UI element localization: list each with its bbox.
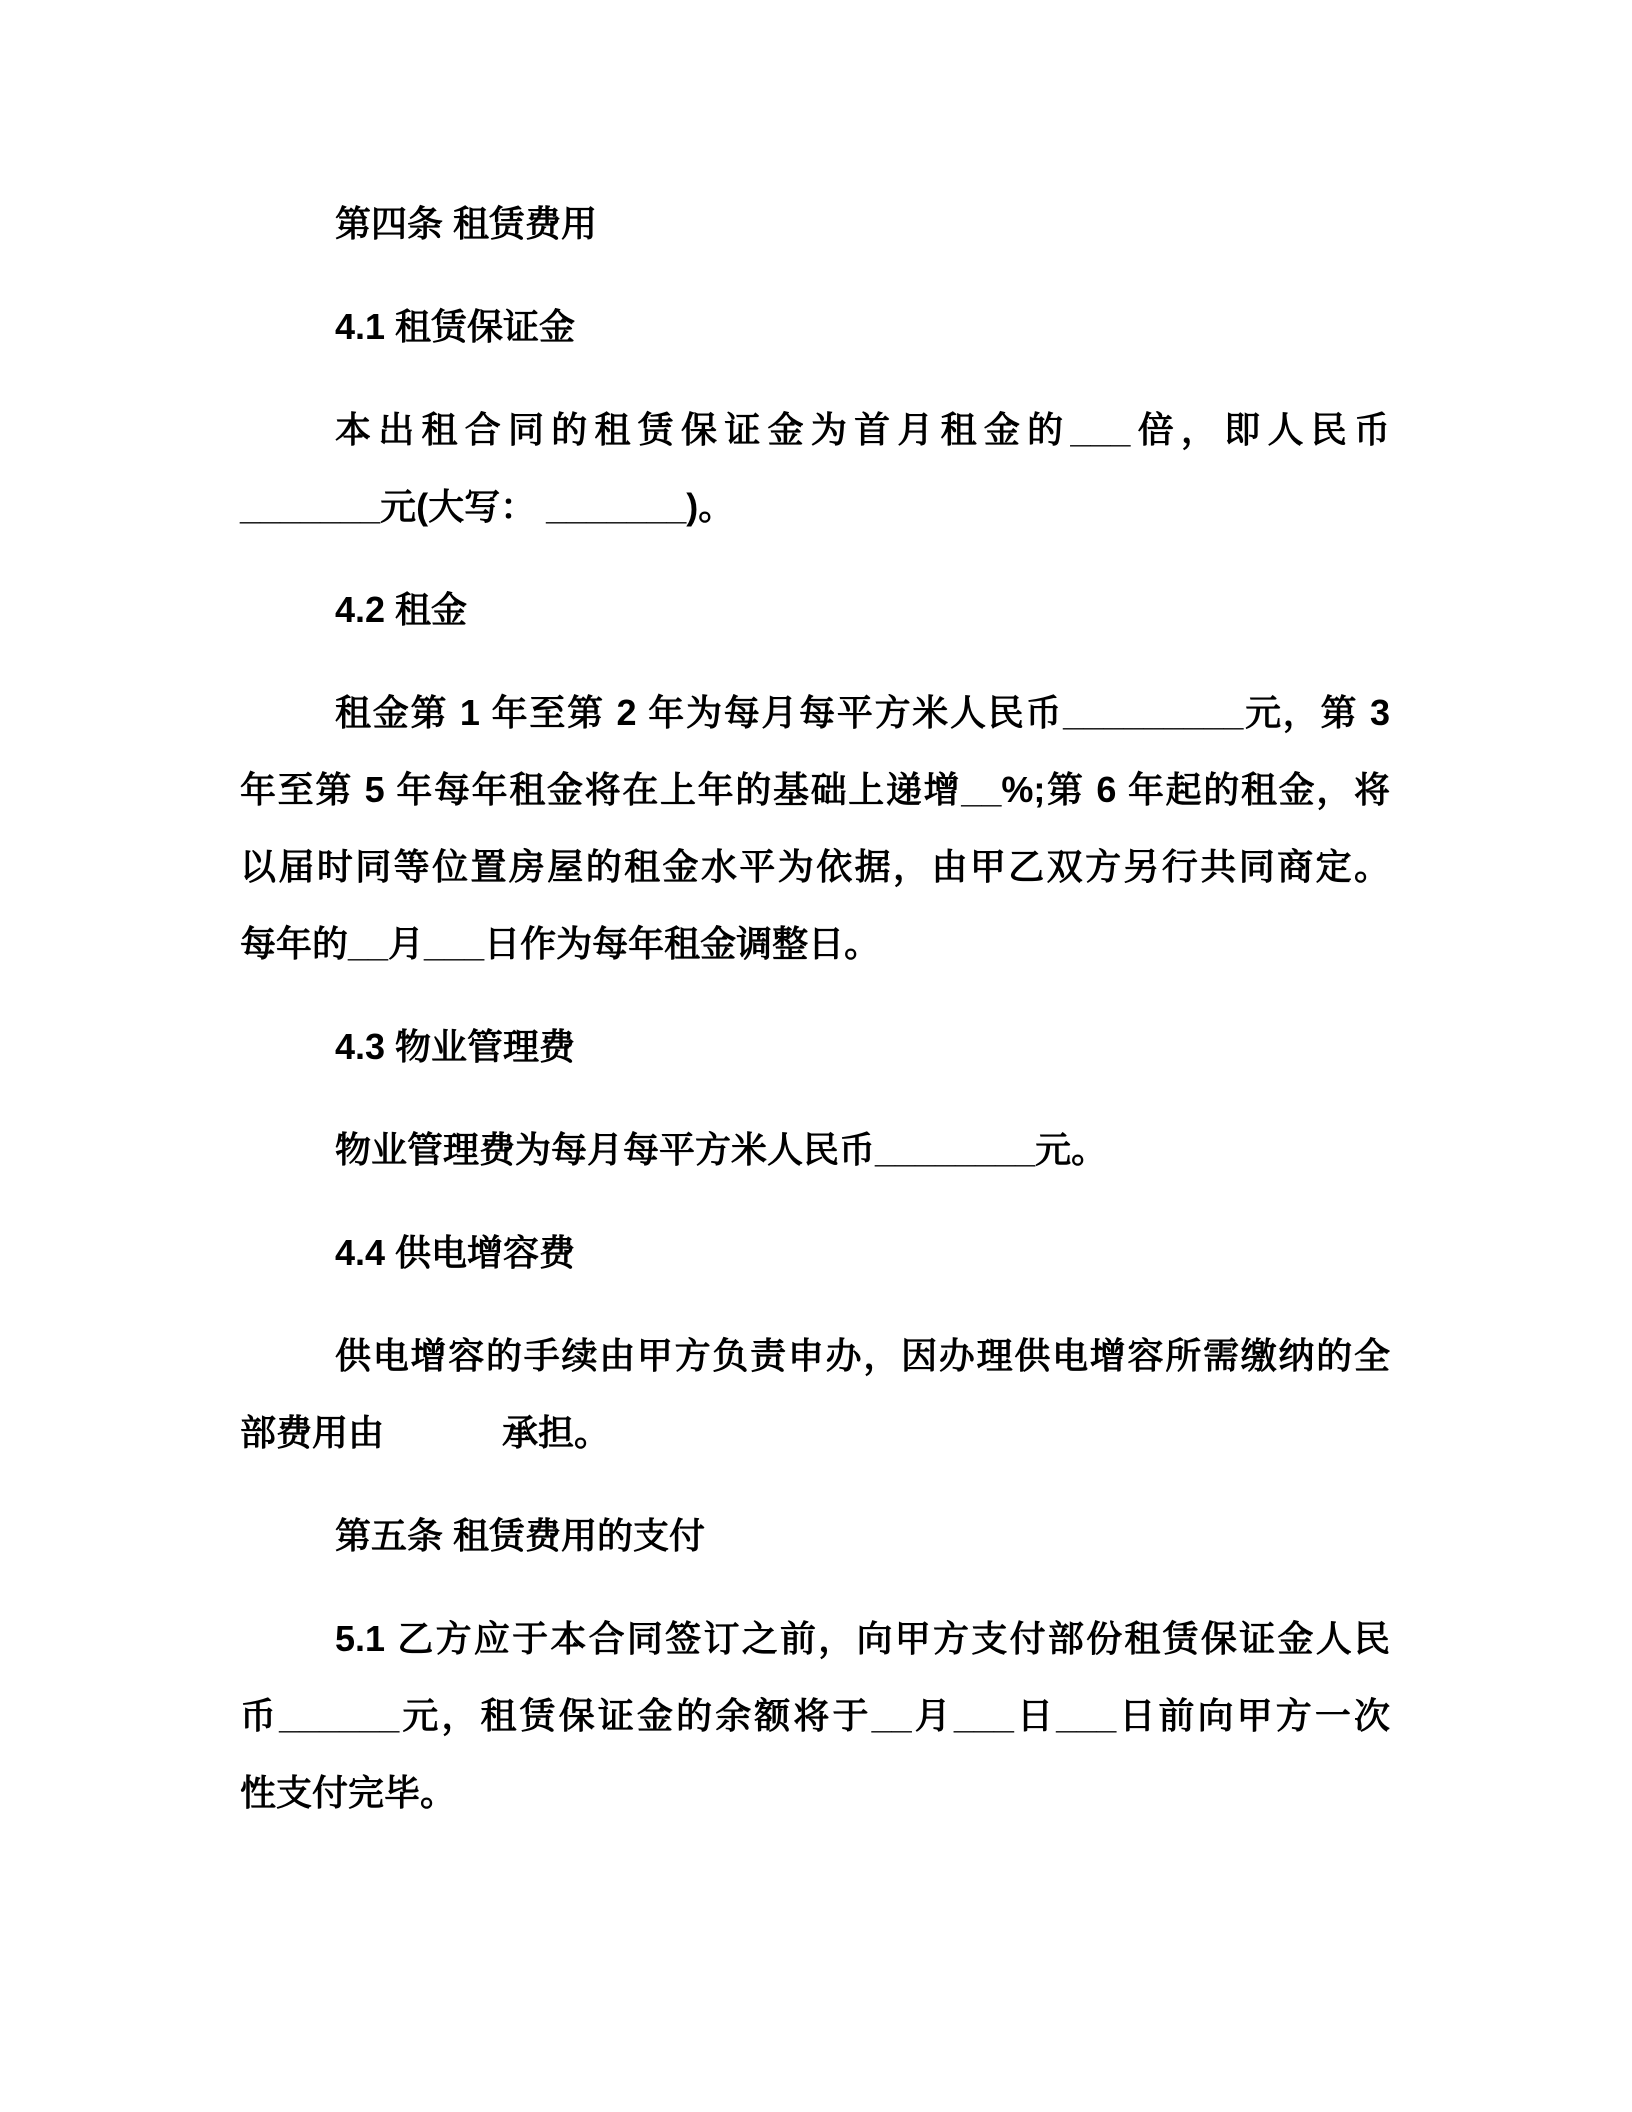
clause-4-2-body — [240, 674, 1390, 982]
body-text-line: 以届时同等位置房屋的租金水平为依据，由甲乙双方另行共同商定。 — [240, 846, 1390, 887]
heading-line: 4.2 租金 — [335, 589, 468, 630]
body-text-line: 币______元，租赁保证金的余额将于__月___日___日前向甲方一次 — [240, 1695, 1390, 1736]
body-text-line: 性支付完毕。 — [240, 1772, 457, 1813]
clause-4-4-heading — [240, 1214, 1390, 1291]
clause-4-4-body — [240, 1317, 1390, 1471]
heading-line: 4.1 租赁保证金 — [335, 306, 576, 347]
body-text-line: 本出租合同的租赁保证金为首月租金的___倍，即人民币 — [335, 409, 1390, 450]
body-text-line: 年至第 5 年每年租金将在上年的基础上递增__%;第 6 年起的租金，将 — [240, 769, 1390, 810]
body-text-line: _______元(大写： _______)。 — [240, 486, 735, 527]
heading-line: 4.3 物业管理费 — [335, 1026, 576, 1067]
body-text-line: 租金第 1 年至第 2 年为每月每平方米人民币_________元，第 3 — [335, 692, 1390, 733]
clause-4-1-heading — [240, 288, 1390, 365]
body-text-line: 部费用由 承担。 — [240, 1412, 611, 1453]
body-text-line: 5.1 乙方应于本合同签订之前，向甲方支付部份租赁保证金人民 — [335, 1618, 1390, 1659]
body-text-line: 每年的__月___日作为每年租金调整日。 — [240, 923, 881, 964]
clause-4-1-body — [240, 391, 1390, 545]
body-text-line: 供电增容的手续由甲方负责申办，因办理供电增容所需缴纳的全 — [335, 1335, 1390, 1376]
body-text-line: 物业管理费为每月每平方米人民币________元。 — [335, 1129, 1108, 1170]
clause-4-3-heading — [240, 1008, 1390, 1085]
heading-line: 4.4 供电增容费 — [335, 1232, 576, 1273]
clause-4-3-body — [240, 1111, 1390, 1188]
clause-5-1-body — [240, 1600, 1390, 1831]
article-5-heading — [240, 1497, 1390, 1574]
article-4-heading — [240, 185, 1390, 262]
clause-4-2-heading — [240, 571, 1390, 648]
contract-text-container — [240, 185, 1390, 1831]
heading-line: 第五条 租赁费用的支付 — [335, 1515, 706, 1556]
heading-line: 第四条 租赁费用 — [335, 203, 598, 244]
